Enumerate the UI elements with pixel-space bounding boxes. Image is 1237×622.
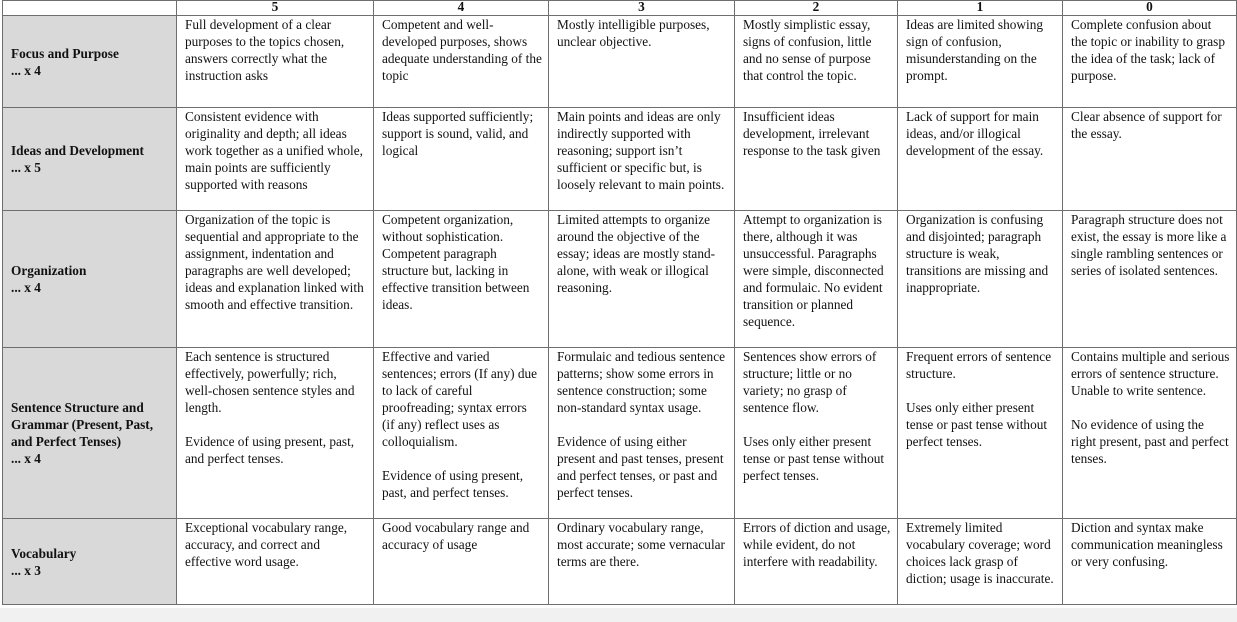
- descriptor-cell-score-2: [735, 348, 898, 519]
- rubric-table: [2, 0, 1237, 605]
- criterion-multiplier: ... x 5: [11, 160, 41, 175]
- descriptor-cell-score-5: [177, 519, 374, 605]
- descriptor-text: Full development of a clear purposes to the topics chosen, answers correctly what the instruction asks: [185, 17, 348, 83]
- descriptor-text: Paragraph structure does not exist, the essay is more like a single rambling sentences or series of isolated sentences.: [1071, 212, 1230, 278]
- descriptor-cell-score-0: [1063, 348, 1237, 519]
- descriptor-text: Clear absence of support for the essay.: [1071, 109, 1225, 141]
- descriptor-cell-score-3: [549, 16, 735, 108]
- descriptor-cell-score-5: [177, 108, 374, 211]
- criterion-cell: [3, 108, 177, 211]
- descriptor-text: Lack of support for main ideas, and/or illogical development of the essay.: [906, 109, 1044, 158]
- descriptor-text: Formulaic and tedious sentence patterns; show some errors in sentence construction; some non-standard syntax usage. Evidence of using either present and past tenses, present and perfect tenses, or past and perfect tenses.: [557, 349, 726, 500]
- descriptor-text: Mostly intelligible purposes, unclear objective.: [557, 17, 713, 49]
- descriptor-cell-score-2: [735, 519, 898, 605]
- descriptor-cell-score-2: [735, 108, 898, 211]
- rubric-row-organization: [3, 211, 1237, 348]
- descriptor-cell-score-4: [374, 211, 549, 348]
- descriptor-cell-score-5: [177, 348, 374, 519]
- descriptor-text: Complete confusion about the topic or inability to grasp the idea of the task; lack of purpose.: [1071, 17, 1229, 83]
- descriptor-cell-score-4: [374, 519, 549, 605]
- descriptor-text: Competent and well-developed purposes, shows adequate understanding of the topic: [382, 17, 546, 83]
- descriptor-text: Consistent evidence with originality and depth; all ideas work together as a unified whole, main points are sufficiently supported with reasons: [185, 109, 367, 192]
- page-bottom-margin: [0, 608, 1237, 622]
- descriptor-text: Insufficient ideas development, irrelevant response to the task given: [743, 109, 881, 158]
- descriptor-text: Frequent errors of sentence structure. Uses only either present tense or past tense without perfect tenses.: [906, 349, 1052, 449]
- descriptor-cell-score-1: [898, 108, 1063, 211]
- score-header-row: [3, 1, 1237, 16]
- criterion-cell: [3, 519, 177, 605]
- descriptor-text: Extremely limited vocabulary coverage; word choices lack grasp of diction; usage is inaccurate.: [906, 520, 1055, 586]
- descriptor-cell-score-3: [549, 519, 735, 605]
- descriptor-text: Mostly simplistic essay, signs of confusion, little and no sense of purpose that control the topic.: [743, 17, 875, 83]
- score-header-2: 2: [735, 1, 898, 16]
- descriptor-cell-score-3: [549, 348, 735, 519]
- descriptor-text: Diction and syntax make communication meaningless or very confusing.: [1071, 520, 1227, 569]
- score-header-3: 3: [549, 1, 735, 16]
- descriptor-cell-score-2: [735, 211, 898, 348]
- descriptor-cell-score-5: [177, 16, 374, 108]
- criterion-cell: [3, 211, 177, 348]
- descriptor-cell-score-0: [1063, 16, 1237, 108]
- header-corner-cell: [3, 1, 177, 16]
- criterion-name: Vocabulary: [11, 545, 77, 561]
- rubric-row-ideas-and-development: [3, 108, 1237, 211]
- descriptor-cell-score-0: [1063, 211, 1237, 348]
- descriptor-text: Main points and ideas are only indirectly supported with reasoning; support isn’t sufficient or specific but, is loosely relevant to main points.: [557, 109, 725, 192]
- descriptor-cell-score-3: [549, 211, 735, 348]
- descriptor-cell-score-1: [898, 211, 1063, 348]
- descriptor-text: Good vocabulary range and accuracy of usage: [382, 520, 533, 552]
- descriptor-text: Ideas are limited showing sign of confusion, misunderstanding on the prompt.: [906, 17, 1047, 83]
- descriptor-cell-score-4: [374, 16, 549, 108]
- score-header-0: 0: [1063, 1, 1237, 16]
- descriptor-text: Effective and varied sentences; errors (If any) due to lack of careful proofreading; syntax errors (if any) reflect uses as colloquialism. Evidence of using present, past, and perfect tenses.: [382, 349, 538, 500]
- criterion-name: Organization: [11, 263, 87, 278]
- criterion-cell: [3, 16, 177, 108]
- descriptor-text: Limited attempts to organize around the objective of the essay; ideas are mostly stand-alone, with weak or illogical reasoning.: [557, 212, 716, 295]
- descriptor-text: Exceptional vocabulary range, accuracy, and correct and effective word usage.: [185, 520, 351, 569]
- descriptor-text: Organization of the topic is sequential and appropriate to the assignment, indentation and paragraphs are well developed; ideas and explanation linked with smooth and effective transition.: [185, 212, 368, 312]
- descriptor-cell-score-1: [898, 16, 1063, 108]
- score-header-5: 5: [177, 1, 374, 16]
- descriptor-text: Ordinary vocabulary range, most accurate; some vernacular terms are there.: [557, 520, 729, 569]
- score-header-4: 4: [374, 1, 549, 16]
- criterion-name: Sentence Structure and Grammar (Present, Past, and Perfect Tenses): [11, 400, 154, 449]
- descriptor-cell-score-1: [898, 519, 1063, 605]
- descriptor-text: Competent organization, without sophistication. Competent paragraph structure but, lacking in effective transition between ideas.: [382, 212, 533, 312]
- descriptor-text: Sentences show errors of structure; little or no variety; no grasp of sentence flow. Uses only either present tense or past tense without perfect tenses.: [743, 349, 885, 483]
- descriptor-cell-score-4: [374, 108, 549, 211]
- criterion-name: Ideas and Development: [11, 143, 144, 158]
- descriptor-text: Errors of diction and usage, while evident, do not interfere with readability.: [743, 520, 894, 569]
- descriptor-cell-score-0: [1063, 108, 1237, 211]
- rubric-row-focus-and-purpose: [3, 16, 1237, 108]
- descriptor-cell-score-5: [177, 211, 374, 348]
- criterion-multiplier: ... x 4: [11, 280, 41, 295]
- criterion-multiplier: ... x 4: [11, 62, 41, 78]
- descriptor-text: Attempt to organization is there, although it was unsuccessful. Paragraphs were simple, disconnected and formulaic. No evident transition or planned sequence.: [743, 212, 888, 329]
- criterion-name: Focus and Purpose: [11, 45, 119, 61]
- descriptor-text: Organization is confusing and disjointed; paragraph structure is weak, transitions are missing and inappropriate.: [906, 212, 1052, 295]
- criterion-multiplier: ... x 3: [11, 562, 41, 578]
- descriptor-text: Contains multiple and serious errors of sentence structure. Unable to write sentence. No evidence of using the right present, past and perfect tenses.: [1071, 349, 1230, 466]
- rubric-row-vocabulary: [3, 519, 1237, 605]
- descriptor-cell-score-3: [549, 108, 735, 211]
- descriptor-text: Ideas supported sufficiently; support is sound, valid, and logical: [382, 109, 537, 158]
- criterion-multiplier: ... x 4: [11, 451, 41, 466]
- descriptor-cell-score-4: [374, 348, 549, 519]
- descriptor-cell-score-2: [735, 16, 898, 108]
- rubric-row-sentence-structure-and-grammar: [3, 348, 1237, 519]
- descriptor-text: Each sentence is structured effectively, powerfully; rich, well-chosen sentence styles and length. Evidence of using present, past, and perfect tenses.: [185, 349, 355, 466]
- descriptor-cell-score-1: [898, 348, 1063, 519]
- criterion-cell: [3, 348, 177, 519]
- descriptor-cell-score-0: [1063, 519, 1237, 605]
- score-header-1: 1: [898, 1, 1063, 16]
